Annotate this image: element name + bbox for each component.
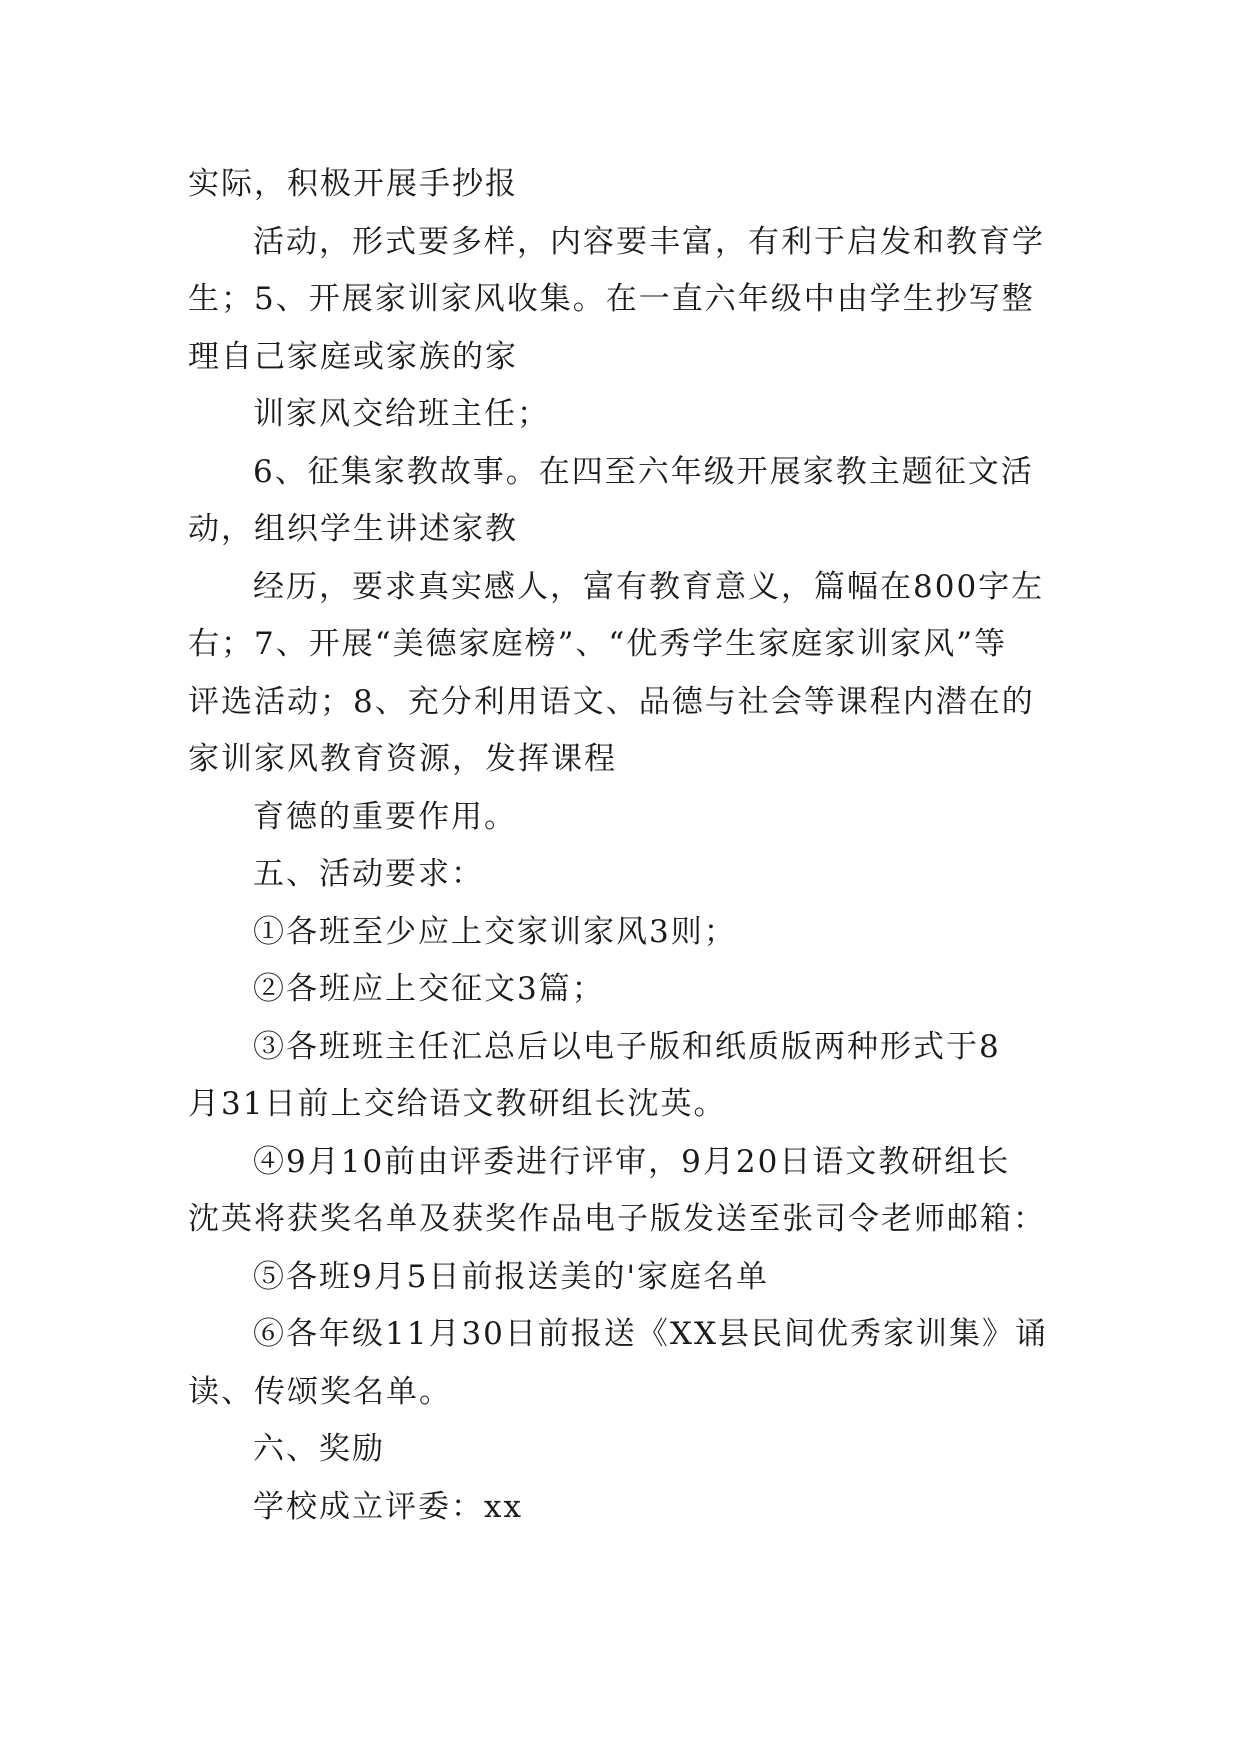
text-line: 动，组织学生讲述家教 bbox=[188, 511, 518, 547]
text-line: 家训家风教育资源，发挥课程 bbox=[188, 741, 617, 777]
text-line: 右；7、开展“美德家庭榜”、“优秀学生家庭家训家风”等 bbox=[188, 626, 1008, 662]
list-item: ①各班至少应上交家训家风3则； bbox=[253, 913, 737, 950]
list-item: ⑤各班9月5日前报送美的'家庭名单 bbox=[253, 1258, 769, 1295]
section-heading: 六、奖励 bbox=[253, 1431, 385, 1467]
list-item: ④9月10前由评委进行评审，9月20日语文教研组长 bbox=[253, 1143, 1011, 1180]
list-item: ⑥各年级11月30日前报送《XX县民间优秀家训集》诵 bbox=[253, 1316, 1049, 1352]
text-line: 学校成立评委：xx bbox=[253, 1488, 523, 1525]
section-heading: 五、活动要求： bbox=[253, 856, 484, 892]
text-line: 活动，形式要多样，内容要丰富，有利于启发和教育学 bbox=[253, 223, 1045, 260]
text-line: 评选活动；8、充分利用语文、品德与社会等课程内潜在的 bbox=[188, 683, 1035, 720]
text-line: 育德的重要作用。 bbox=[253, 798, 517, 835]
list-item: ③各班班主任汇总后以电子版和纸质版两种形式于8 bbox=[253, 1028, 1001, 1065]
text-line: 读、传颂奖名单。 bbox=[188, 1373, 452, 1410]
text-line: 实际，积极开展手抄报 bbox=[188, 166, 518, 202]
text-line: 6、征集家教故事。在四至六年级开展家教主题征文活 bbox=[253, 453, 1034, 490]
text-line: 沈英将获奖名单及获奖作品电子版发送至张司令老师邮箱： bbox=[188, 1201, 1046, 1237]
list-item: ②各班应上交征文3篇； bbox=[253, 971, 605, 1007]
text-line: 月31日前上交给语文教研组长沈英。 bbox=[188, 1086, 727, 1122]
text-line: 经历，要求真实感人，富有教育意义，篇幅在800字左 bbox=[253, 568, 1045, 605]
text-line: 理自己家庭或家族的家 bbox=[188, 338, 518, 375]
text-line: 训家风交给班主任； bbox=[253, 396, 550, 432]
text-line: 生；5、开展家训家风收集。在一直六年级中由学生抄写整 bbox=[188, 281, 1035, 317]
document-body bbox=[188, 156, 1058, 1536]
